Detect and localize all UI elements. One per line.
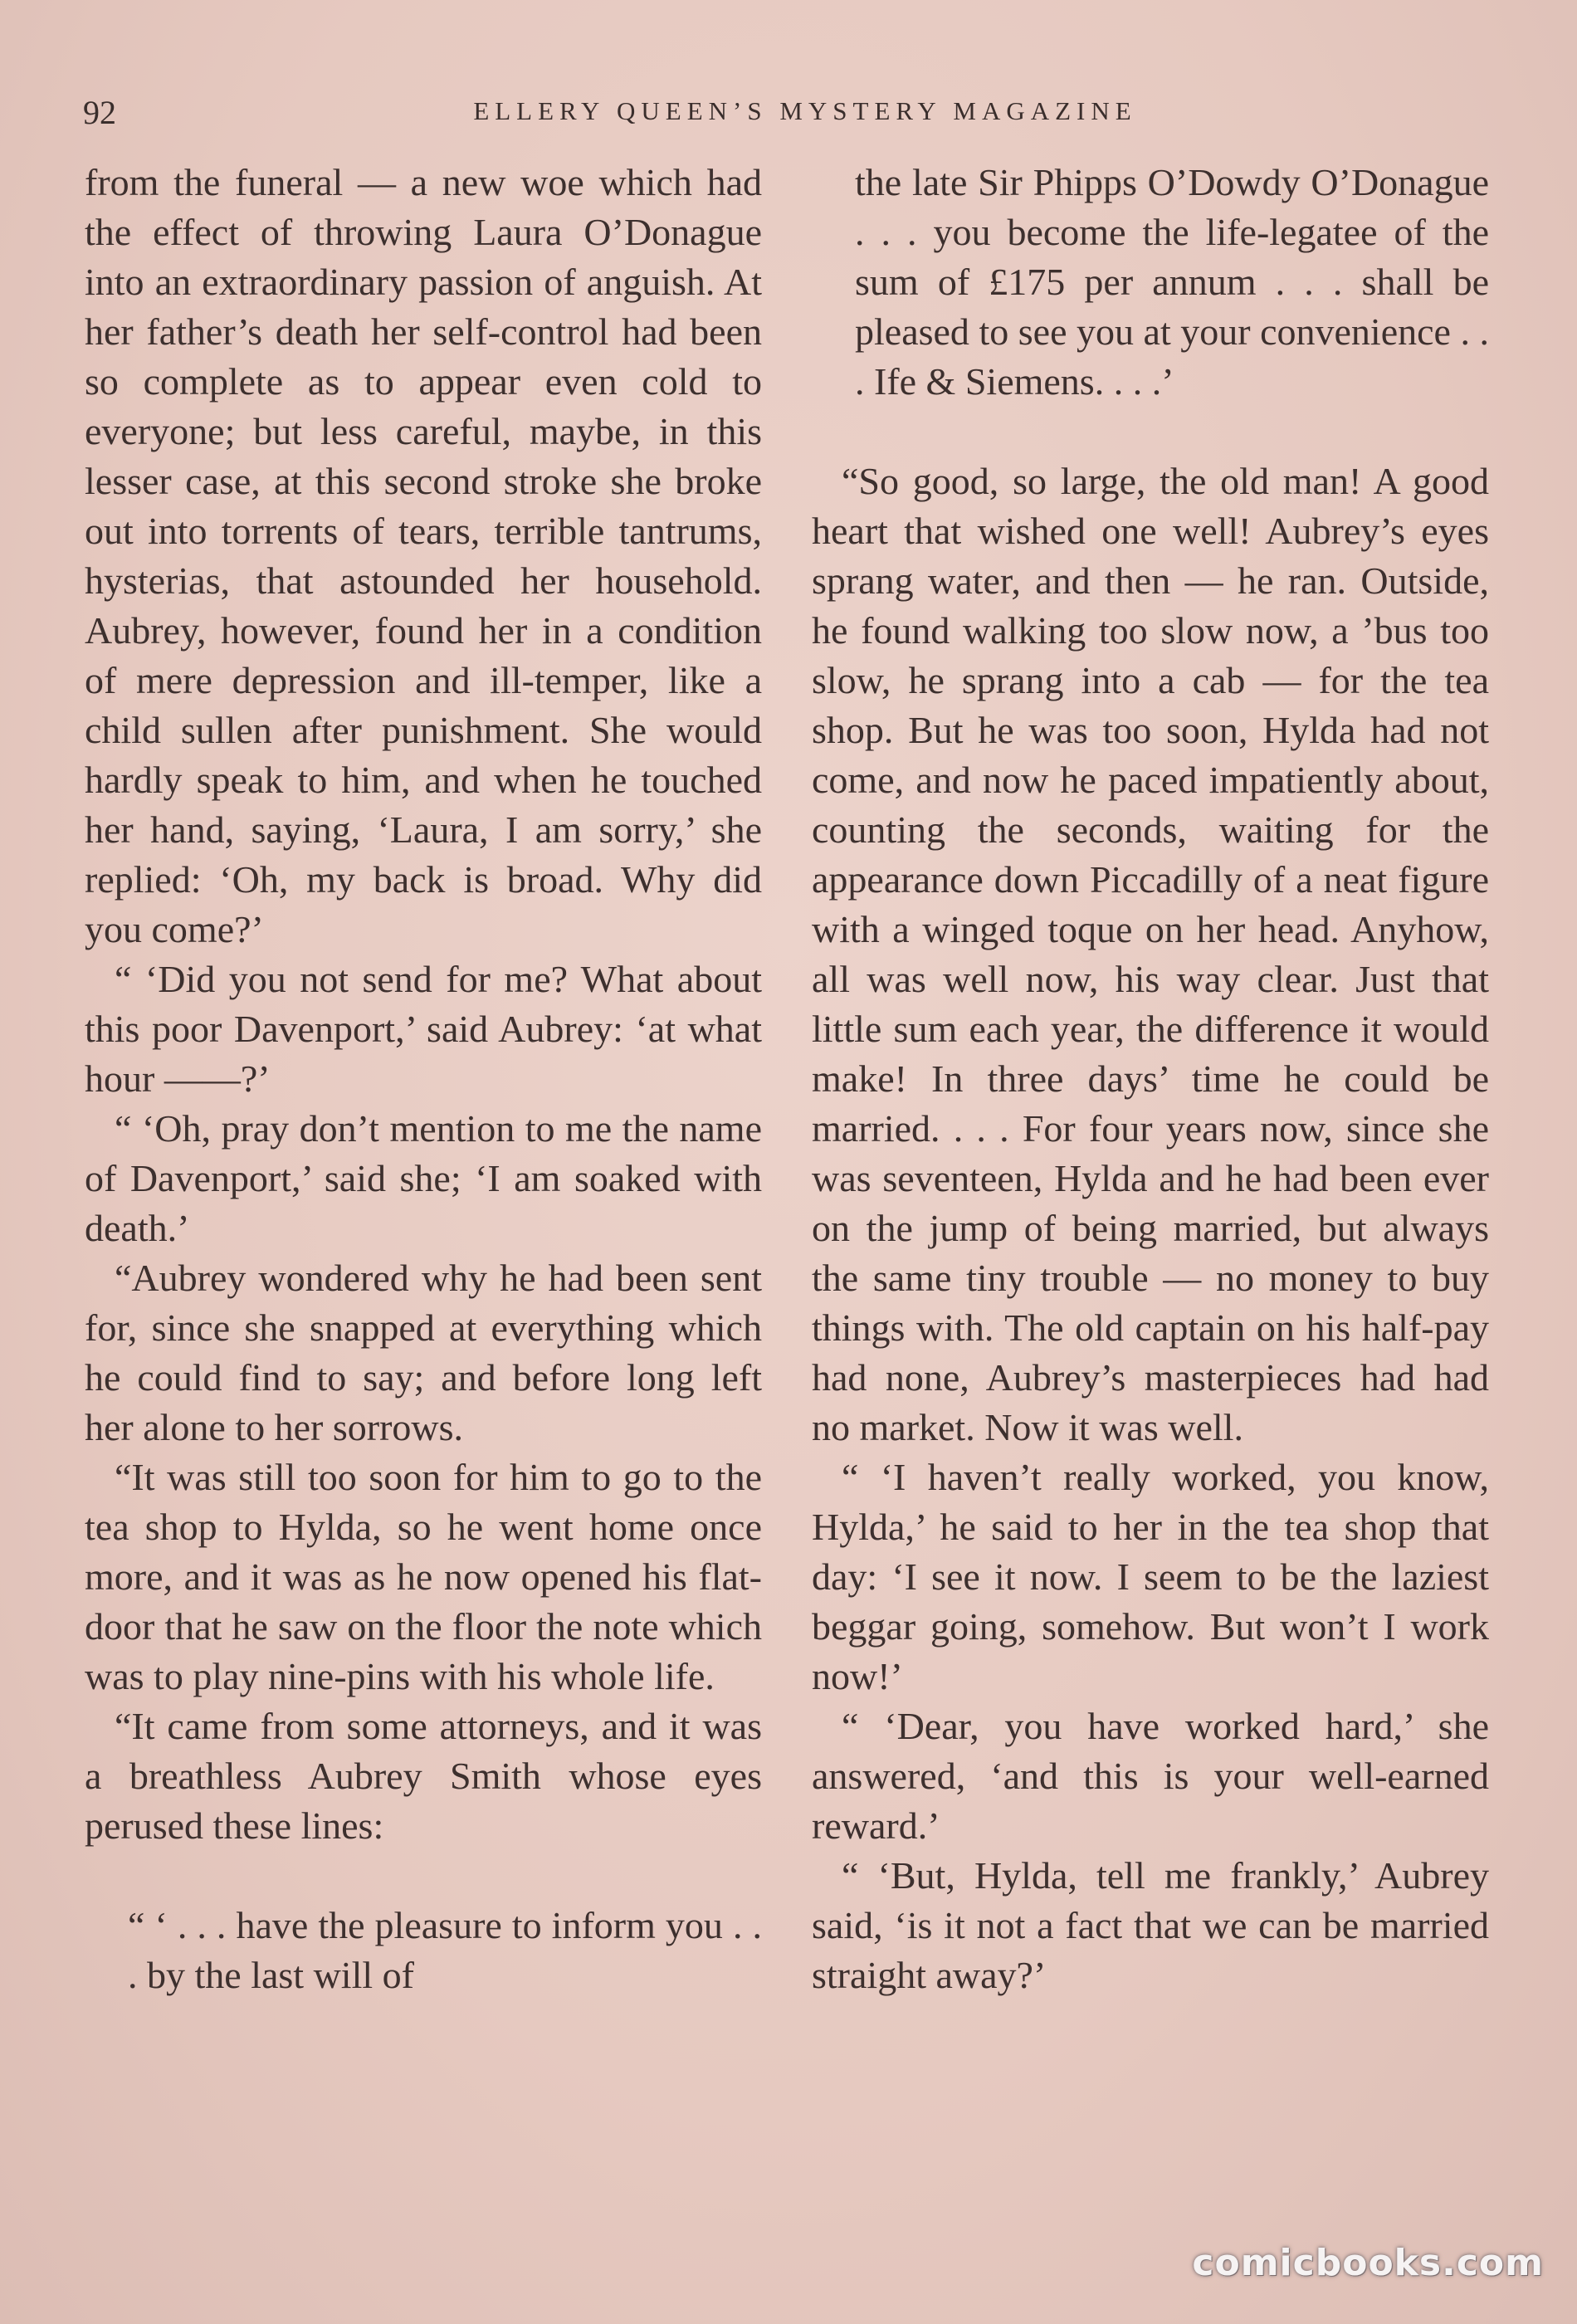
paragraph: “Aubrey wondered why he had been sent for, since she snapped at everything which he could find to say; and before long left her alone to her sorrows.: [85, 1257, 762, 1448]
paragraph: “ ‘Did you not send for me? What about this poor Davenport,’ said Aubrey: ‘at what hour ——?’: [85, 958, 762, 1100]
left-column: [85, 158, 762, 2000]
paragraph: “ ‘Dear, you have worked hard,’ she answered, ‘and this is your well-earned reward.’: [812, 1705, 1489, 1847]
running-head: ELLERY QUEEN’S MYSTERY MAGAZINE: [473, 96, 1137, 125]
paragraph: “It came from some attorneys, and it was a breathless Aubrey Smith whose eyes perused these lines:: [85, 1705, 762, 1847]
page-header: [83, 93, 1527, 134]
site-watermark: comicbooks.com: [1192, 2242, 1544, 2284]
paragraph: from the funeral — a new woe which had the effect of throwing Laura O’Donague into an extraordinary passion of anguish. At her father’s death her self-control had been so complete as to appear even cold to everyone; but less careful, maybe, in this lesser case, at this second stroke she broke out into torrents of tears, terrible tantrums, hysterias, that astounded her household. Aubrey, however, found her in a condition of mere depression and ill-temper, like a child sullen after punishment. She would hardly speak to him, and when he touched her hand, saying, ‘Laura, I am sorry,’ she replied: ‘Oh, my back is broad. Why did you come?’: [85, 161, 762, 950]
quoted-letter: the late Sir Phipps O’Dowdy O’Donague . . . you become the life-legatee of the sum of £175 per annum . . . shall be pleased to see you at your convenience . . . Ife & Siemens. . . .’: [855, 161, 1489, 403]
quoted-letter: “ ‘ . . . have the pleasure to inform you . . . by the last will of: [128, 1904, 762, 1996]
paragraph: “ ‘But, Hylda, tell me frankly,’ Aubrey said, ‘is it not a fact that we can be married straight away?’: [812, 1854, 1489, 1996]
paragraph: “ ‘Oh, pray don’t mention to me the name of Davenport,’ said she; ‘I am soaked with death.’: [85, 1107, 762, 1249]
paragraph: “It was still too soon for him to go to the tea shop to Hylda, so he went home once more, and it was as he now opened his flat-door that he saw on the floor the note which was to play nine-pins with his whole life.: [85, 1456, 762, 1697]
right-column: [812, 158, 1489, 2000]
paragraph: “So good, so large, the old man! A good heart that wished one well! Aubrey’s eyes sprang water, and then — he ran. Outside, he found walking too slow now, a ’bus too slow, he sprang into a cab — for the tea shop. But he was too soon, Hylda had not come, and now he paced impatiently about, counting the seconds, waiting for the appearance down Piccadilly of a neat figure with a winged toque on her head. Anyhow, all was well now, his way clear. Just that little sum each year, the difference it would make! In three days’ time he could be married. . . . For four years now, since she was seventeen, Hylda and he had been ever on the jump of being married, but always the same tiny trouble — no money to buy things with. The old captain on his half-pay had none, Aubrey’s masterpieces had had no market. Now it was well.: [812, 460, 1489, 1448]
page-number: 92: [83, 94, 116, 131]
paragraph: “ ‘I haven’t really worked, you know, Hylda,’ he said to her in the tea shop that day: ‘I see it now. I seem to be the laziest beggar going, somehow. But won’t I work now!’: [812, 1456, 1489, 1697]
